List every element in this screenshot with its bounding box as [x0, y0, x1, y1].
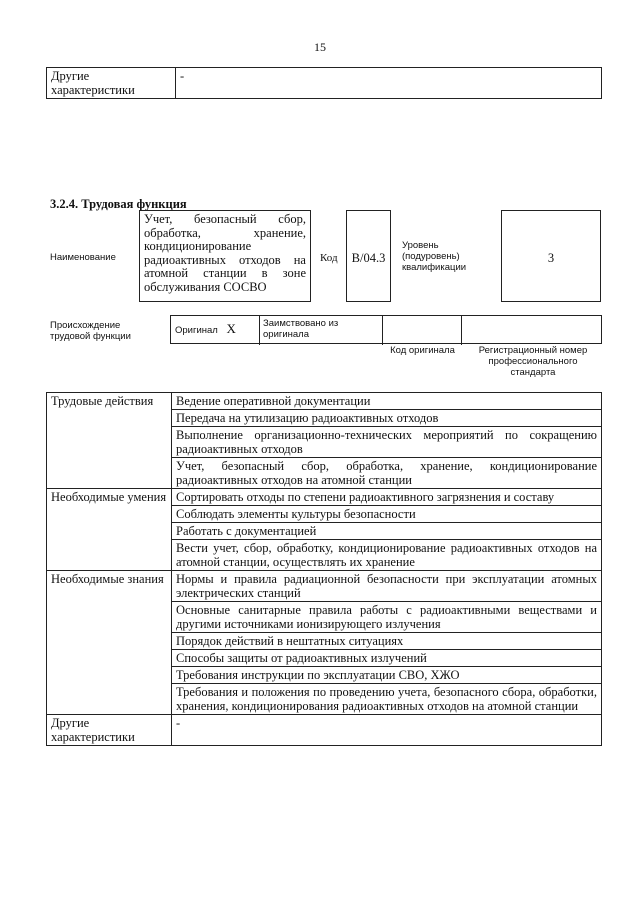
group-label: Другие характеристики [47, 715, 172, 746]
group-item: Способы защиты от радиоактивных излучений [172, 650, 602, 667]
borrowed-cell: Заимствовано из оригинала [259, 316, 382, 345]
name-label: Наименование [50, 252, 116, 263]
table-row [47, 715, 602, 746]
level-label: Уровень (подуровень) квалификации [402, 240, 467, 273]
page-number: 15 [314, 40, 326, 54]
code-box: B/04.3 [346, 210, 391, 302]
group-item: Сортировать отходы по степени радиоактивного загрязнения и составу [172, 489, 602, 506]
other-characteristics-table [46, 67, 602, 99]
function-details-table [46, 392, 602, 746]
group-item: Соблюдать элементы культуры безопасности [172, 506, 602, 523]
group-label: Необходимые умения [47, 489, 172, 571]
group-label: Необходимые знания [47, 571, 172, 715]
group-item: Основные санитарные правила работы с радиоактивными веществами и другими источниками ионизирующего излучения [172, 602, 602, 633]
origin-label: Происхождение трудовой функции [50, 320, 131, 342]
group-item: Требования инструкции по эксплуатации СВО, ХЖО [172, 667, 602, 684]
group-item: Выполнение организационно-технических мероприятий по сокращению радиоактивных отходов [172, 427, 602, 458]
section-title: 3.2.4. Трудовая функция [50, 197, 187, 211]
table-row [47, 489, 602, 506]
group-item: Ведение оперативной документации [172, 393, 602, 410]
group-item: Нормы и правила радиационной безопасности при эксплуатации атомных электрических станций [172, 571, 602, 602]
table-row [47, 393, 602, 410]
group-label: Трудовые действия [47, 393, 172, 489]
reg-number-caption: Регистрационный номер профессионального стандарта [478, 345, 588, 378]
group-item: - [172, 715, 602, 746]
original-label: Оригинал [175, 325, 218, 336]
level-box: 3 [501, 210, 601, 302]
group-item: Вести учет, сбор, обработку, кондиционирование радиоактивных отходов на атомной станции, осуществлять их хранение [172, 540, 602, 571]
function-name-box: Учет, безопасный сбор, обработка, хранение, кондиционирование радиоактивных отходов на атомной станции в зоне обслуживания СОСВО [139, 210, 311, 302]
group-item: Требования и положения по проведению учета, безопасного сбора, обработки, хранения, кондиционирования радиоактивных отходов на атомной станции [172, 684, 602, 715]
code-original-caption: Код оригинала [390, 345, 455, 356]
group-item: Порядок действий в нештатных ситуациях [172, 633, 602, 650]
original-mark: X [226, 321, 236, 336]
reg-number-cell [461, 316, 603, 345]
code-original-cell [382, 316, 461, 345]
group-item: Передача на утилизацию радиоактивных отходов [172, 410, 602, 427]
other-characteristics-label: Другие характеристики [47, 68, 176, 99]
code-label: Код [320, 252, 338, 264]
group-item: Работать с документацией [172, 523, 602, 540]
origin-row [170, 315, 602, 344]
other-characteristics-value: - [176, 68, 602, 99]
table-row [47, 571, 602, 602]
group-item: Учет, безопасный сбор, обработка, хранение, кондиционирование радиоактивных отходов на атомной станции [172, 458, 602, 489]
original-cell [171, 316, 255, 345]
